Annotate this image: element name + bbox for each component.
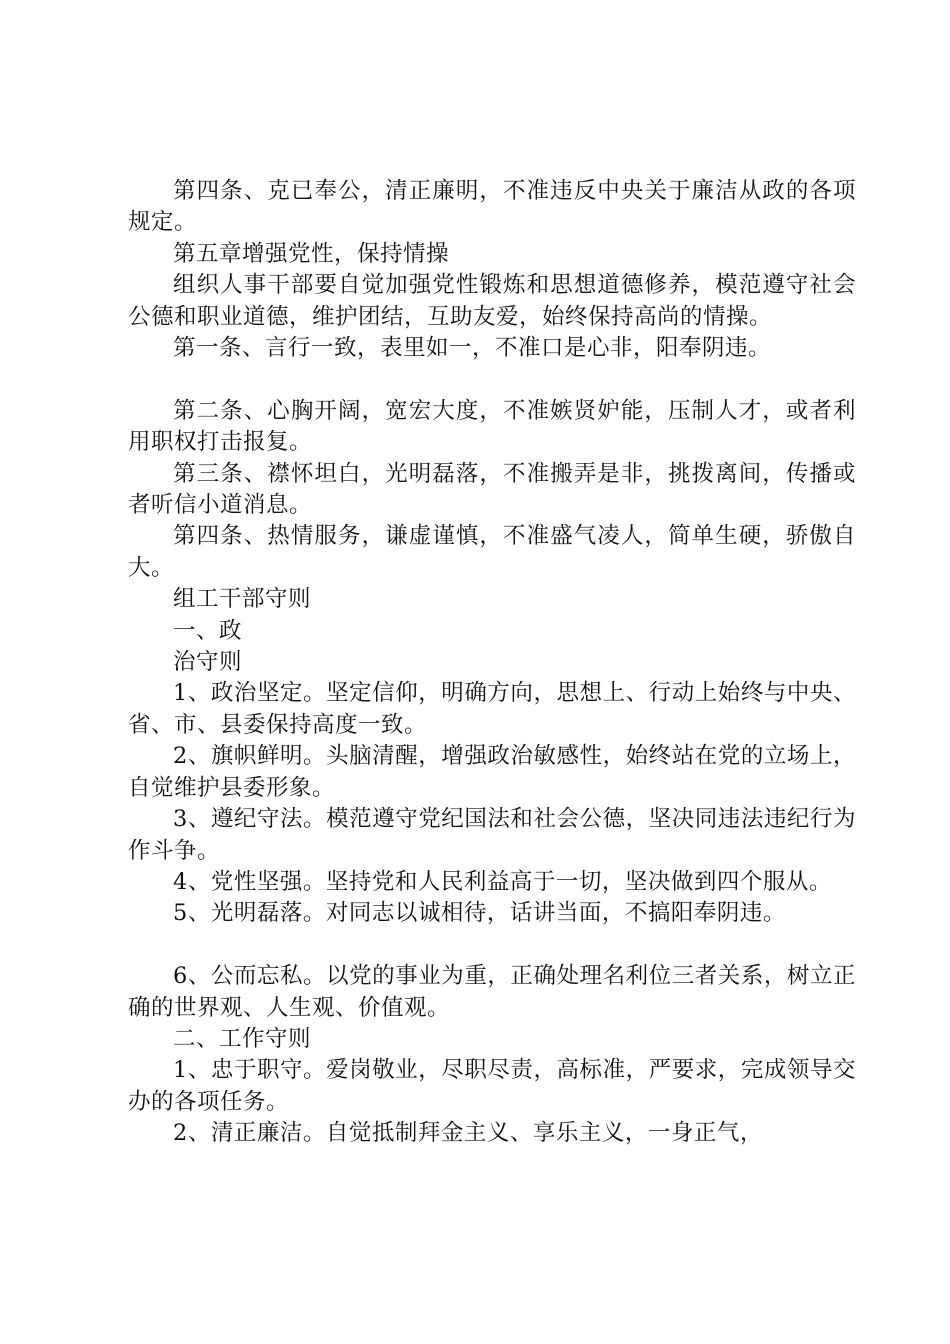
chapter-5-heading: 第五章增强党性，保持情操 [173, 240, 450, 267]
blank-line [128, 930, 856, 961]
political-rule-2: 2、旗帜鲜明。头脑清醒，增强政治敏感性，始终站在党的立场上，自觉维护县委形象。 [128, 743, 856, 801]
document-body [128, 176, 856, 1150]
political-rule-1: 1、政治坚定。坚定信仰，明确方向，思想上、行动上始终与中央、省、市、县委保持高度一致。 [128, 680, 856, 738]
rules-title: 组工干部守则 [173, 586, 312, 613]
section-1-heading-part-1: 一、政 [173, 617, 243, 644]
section-2-heading: 二、工作守则 [173, 1025, 312, 1052]
section-1-heading-part-2: 治守则 [173, 649, 243, 676]
political-rule-6: 6、公而忘私。以党的事业为重，正确处理名利位三者关系，树立正确的世界观、人生观、价值观。 [128, 963, 856, 1021]
political-rule-5: 5、光明磊落。对同志以诚相待，话讲当面，不搞阳奉阴违。 [173, 900, 786, 927]
political-rule-3: 3、遵纪守法。模范遵守党纪国法和社会公德，坚决同违法违纪行为作斗争。 [128, 806, 856, 864]
chapter-5-article-4: 第四条、热情服务，谦虚谨慎，不准盛气凌人，简单生硬，骄傲自大。 [128, 523, 856, 581]
chapter-5-intro: 组织人事干部要自觉加强党性锻炼和思想道德修养，模范遵守社会公德和职业道德，维护团结，互助友爱，始终保持高尚的情操。 [128, 272, 856, 330]
political-rule-4: 4、党性坚强。坚持党和人民利益高于一切，坚决做到四个服从。 [173, 868, 832, 895]
article-4-integrity: 第四条、克已奉公，清正廉明，不准违反中央关于廉洁从政的各项规定。 [128, 178, 856, 236]
blank-line [128, 364, 856, 395]
chapter-5-article-2: 第二条、心胸开阔，宽宏大度，不准嫉贤妒能，压制人才，或者利用职权打击报复。 [128, 397, 856, 456]
work-rule-2: 2、清正廉洁。自觉抵制拜金主义、享乐主义，一身正气， [173, 1120, 763, 1147]
chapter-5-article-3: 第三条、襟怀坦白，光明磊落，不准搬弄是非，挑拨离间，传播或者听信小道消息。 [128, 460, 856, 519]
chapter-5-article-1: 第一条、言行一致，表里如一，不准口是心非，阳奉阴违。 [173, 335, 772, 362]
work-rule-1: 1、忠于职守。爱岗敬业，尽职尽责，高标准，严要求，完成领导交办的各项任务。 [128, 1057, 856, 1115]
